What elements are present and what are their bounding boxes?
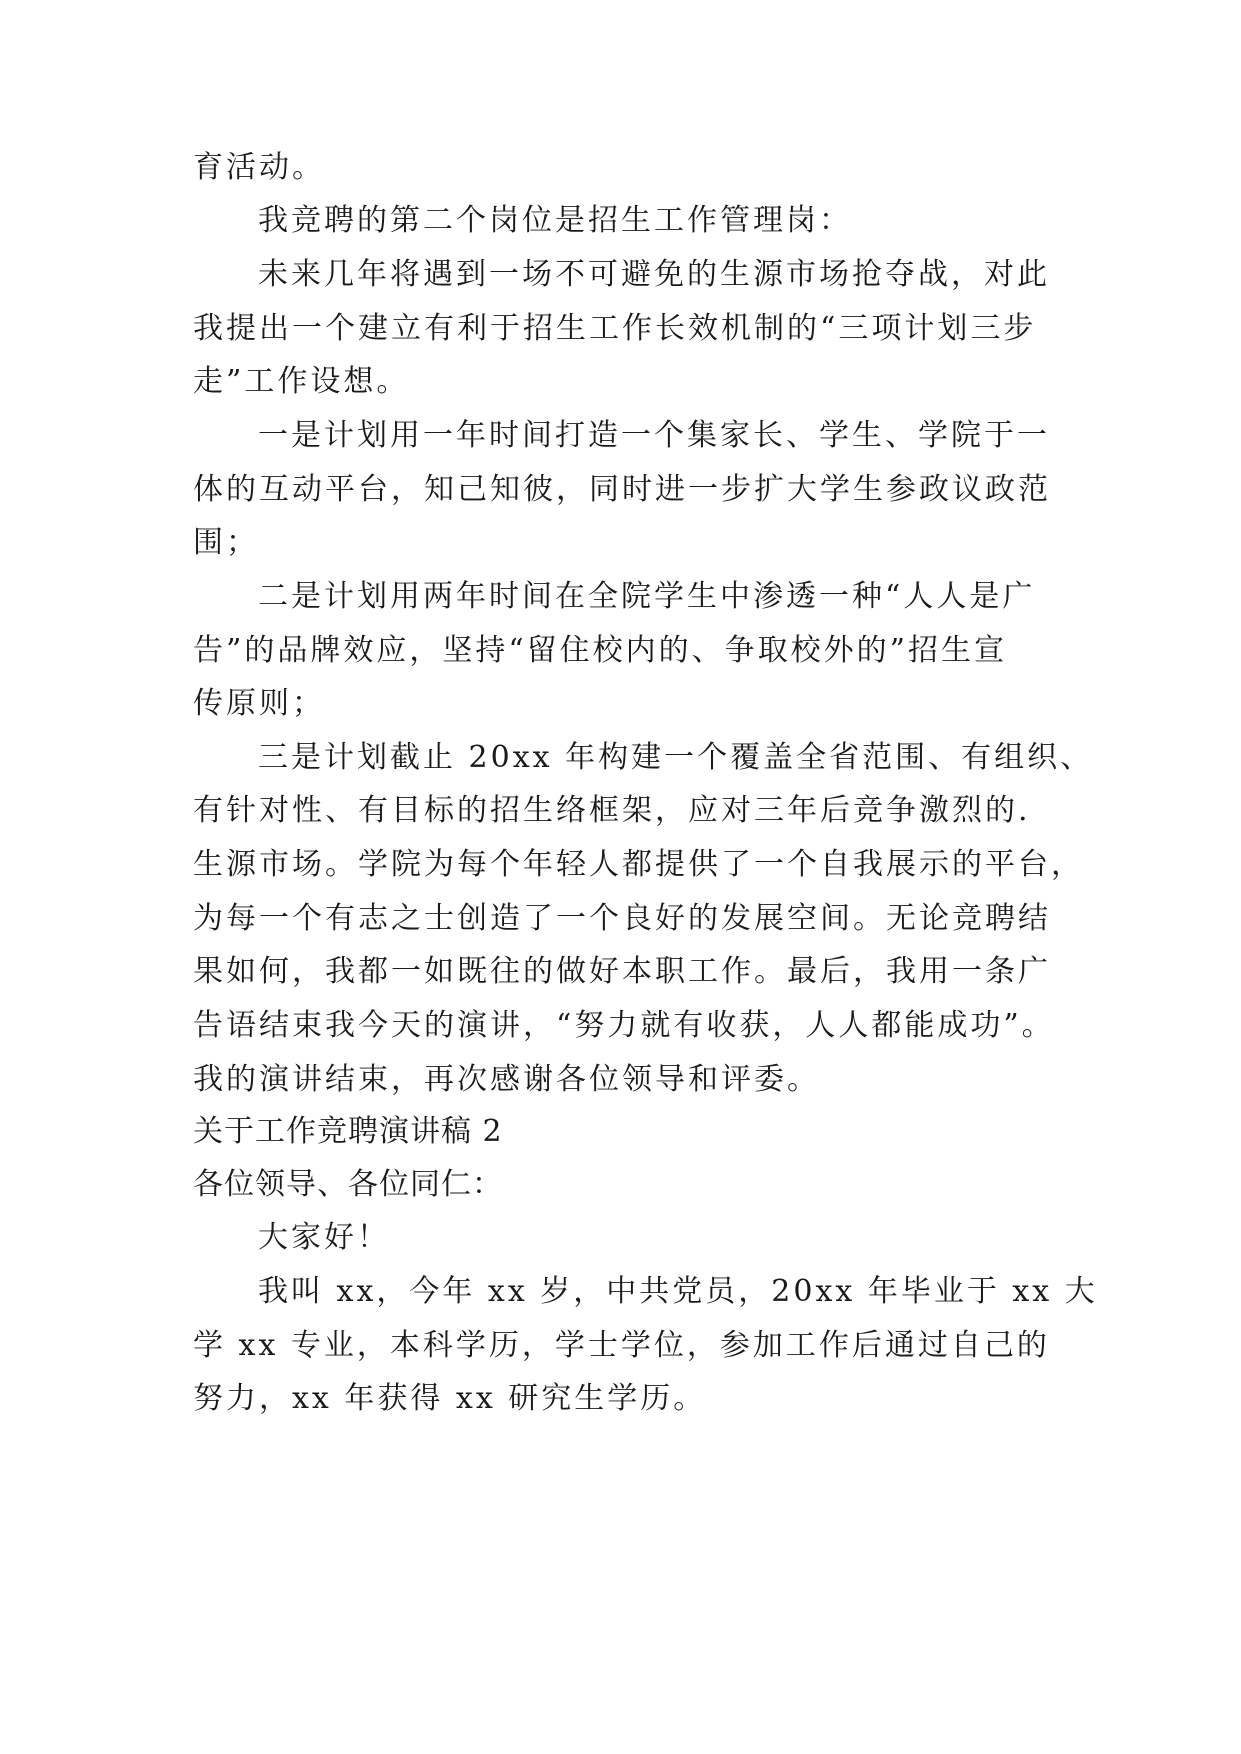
paragraph-line: 育活动。 [193, 150, 325, 185]
paragraph-line: 我的演讲结束，再次感谢各位领导和评委。 [193, 1062, 820, 1097]
paragraph-line: 一是计划用一年时间打造一个集家长、学生、学院于一 [258, 418, 1050, 453]
paragraph-line: 生源市场。学院为每个年轻人都提供了一个自我展示的平台， [193, 847, 1084, 882]
paragraph-line: 围； [193, 525, 259, 560]
paragraph-line: 体的互动平台，知己知彼，同时进一步扩大学生参政议政范 [193, 472, 1051, 507]
paragraph-line: 告”的品牌效应，坚持“留住校内的、争取校外的”招生宣 [193, 633, 1008, 668]
paragraph-line: 为每一个有志之士创造了一个良好的发展空间。无论竞聘结 [193, 901, 1051, 936]
paragraph-line: 未来几年将遇到一场不可避免的生源市场抢夺战，对此 [258, 257, 1050, 292]
paragraph-line: 走”工作设想。 [193, 364, 410, 399]
paragraph-line: 三是计划截止 20xx 年构建一个覆盖全省范围、有组织、 [258, 740, 1094, 775]
salutation: 各位领导、各位同仁： [193, 1167, 503, 1202]
paragraph-line: 果如何，我都一如既往的做好本职工作。最后，我用一条广 [193, 954, 1051, 989]
greeting: 大家好！ [258, 1220, 390, 1255]
paragraph-line: 传原则； [193, 686, 325, 721]
paragraph-line: 我叫 xx，今年 xx 岁，中共党员，20xx 年毕业于 xx 大 [258, 1274, 1098, 1309]
paragraph-line: 告语结束我今天的演讲，“努力就有收获，人人都能成功”。 [193, 1008, 1055, 1043]
section-heading: 关于工作竞聘演讲稿 2 [193, 1114, 503, 1149]
paragraph-line: 二是计划用两年时间在全院学生中渗透一种“人人是广 [258, 579, 1036, 614]
paragraph-line: 我竞聘的第二个岗位是招生工作管理岗： [258, 203, 852, 238]
paragraph-line: 学 xx 专业，本科学历，学士学位，参加工作后通过自己的 [193, 1328, 1050, 1363]
paragraph-line: 努力，xx 年获得 xx 研究生学历。 [193, 1381, 707, 1416]
paragraph-line: 我提出一个建立有利于招生工作长效机制的“三项计划三步 [193, 311, 1037, 346]
paragraph-line: 有针对性、有目标的招生络框架，应对三年后竞争激烈的. [193, 793, 1031, 828]
